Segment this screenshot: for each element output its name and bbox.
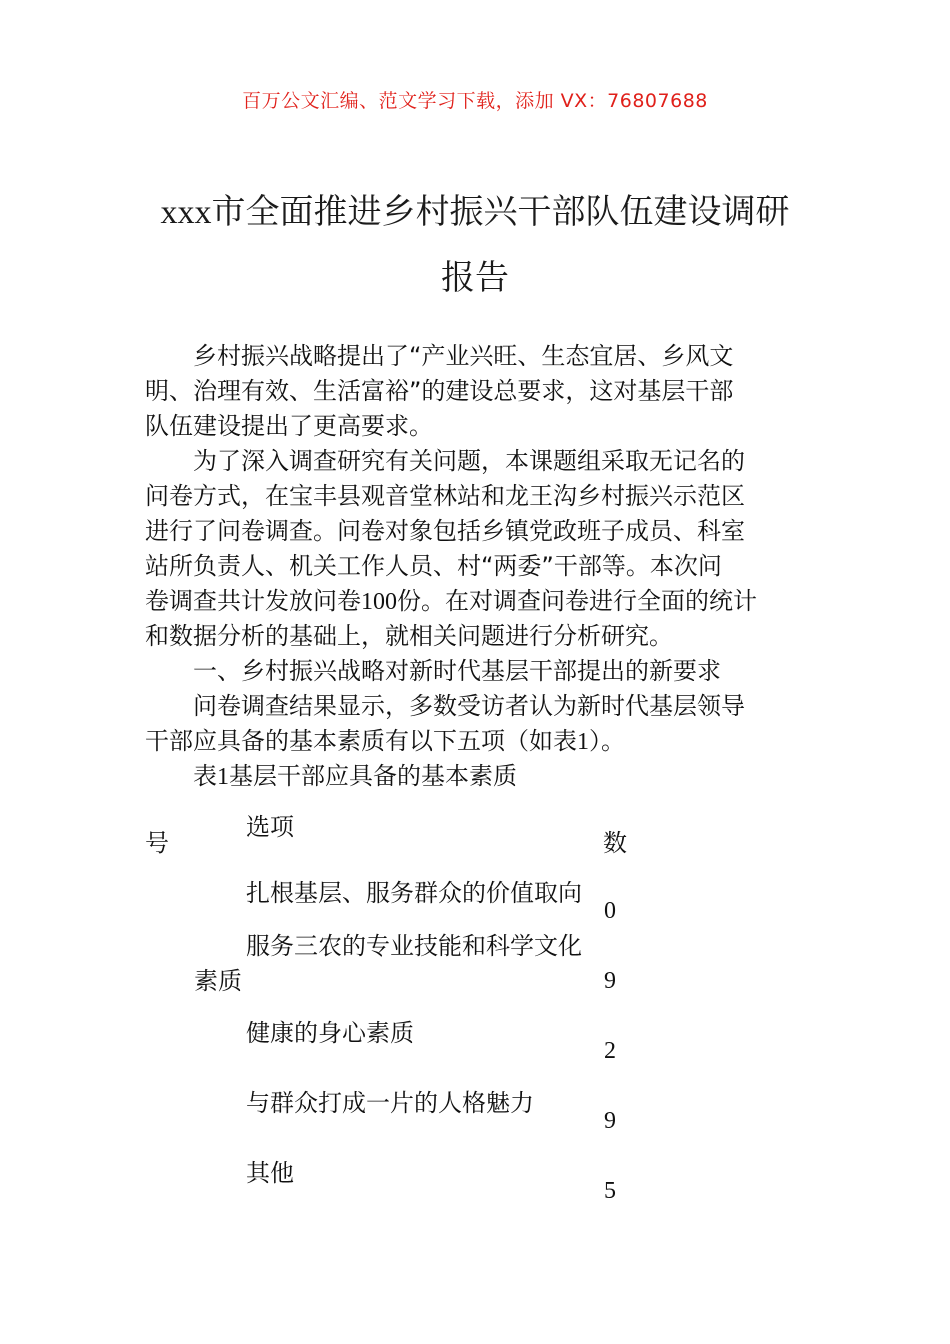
table-cell-value: 0 <box>604 898 616 924</box>
text-run: 基层干部应具备的基本素质 <box>229 762 517 790</box>
table-cell-option-continued: 素质 <box>194 967 242 995</box>
paragraph-1-line-1: 乡村振兴战略提出了“产业兴旺、生态宜居、乡风文 <box>193 342 734 370</box>
table-ref-number: 1 <box>577 729 589 755</box>
text-run: 份。在对调查问卷进行全面的统计 <box>397 587 757 615</box>
table-cell-value: 9 <box>604 968 616 994</box>
paragraph-2-line-2: 问卷方式，在宝丰县观音堂林站和龙王沟乡村振兴示范区 <box>145 482 745 510</box>
text-run: 表 <box>193 762 217 790</box>
title-prefix: xxx <box>160 194 212 231</box>
table-header-count: 数 <box>603 829 627 857</box>
table-header-serial: 号 <box>145 829 169 857</box>
table-cell-option: 与群众打成一片的人格魅力 <box>246 1089 534 1117</box>
paragraph-3-line-2 <box>145 724 810 759</box>
table-cell-option: 健康的身心素质 <box>246 1019 414 1047</box>
paragraph-1-line-3: 队伍建设提出了更高要求。 <box>145 412 433 440</box>
paragraph-2-line-1: 为了深入调查研究有关问题，本课题组采取无记名的 <box>193 447 745 475</box>
table-cell-option: 扎根基层、服务群众的价值取向 <box>246 879 582 907</box>
paragraph-2-line-3: 进行了问卷调查。问卷对象包括乡镇党政班子成员、科室 <box>145 517 745 545</box>
paragraph-2-line-5 <box>145 584 810 619</box>
table-cell-option: 服务三农的专业技能和科学文化 <box>246 932 582 960</box>
table-cell-value: 2 <box>604 1038 616 1064</box>
section-heading-1: 一、乡村振兴战略对新时代基层干部提出的新要求 <box>193 657 721 685</box>
text-run: ）。 <box>589 727 625 755</box>
questionnaire-count: 100 <box>361 589 397 615</box>
paragraph-2-line-4: 站所负责人、机关工作人员、村“两委”干部等。本次问 <box>145 552 722 580</box>
document-title-line-1 <box>0 184 950 233</box>
paragraph-3-line-1: 问卷调查结果显示，多数受访者认为新时代基层领导 <box>193 692 745 720</box>
paragraph-2-line-6: 和数据分析的基础上，就相关问题进行分析研究。 <box>145 622 673 650</box>
table-caption <box>193 759 810 794</box>
table-caption-number: 1 <box>217 764 229 790</box>
document-title-line-2: 报告 <box>441 258 509 298</box>
table-cell-value: 9 <box>604 1108 616 1134</box>
table-header-option: 选项 <box>246 813 294 841</box>
table-cell-value: 5 <box>604 1178 616 1204</box>
header-note: 百万公文汇编、范文学习下载，添加 VX：76807688 <box>242 90 708 112</box>
text-run: 干部应具备的基本素质有以下五项（如表 <box>145 727 577 755</box>
text-run: 卷调查共计发放问卷 <box>145 587 361 615</box>
title-text: 市全面推进乡村振兴干部队伍建设调研 <box>211 192 790 232</box>
paragraph-1-line-2: 明、治理有效、生活富裕”的建设总要求，这对基层干部 <box>145 377 734 405</box>
table-cell-option: 其他 <box>246 1159 294 1187</box>
